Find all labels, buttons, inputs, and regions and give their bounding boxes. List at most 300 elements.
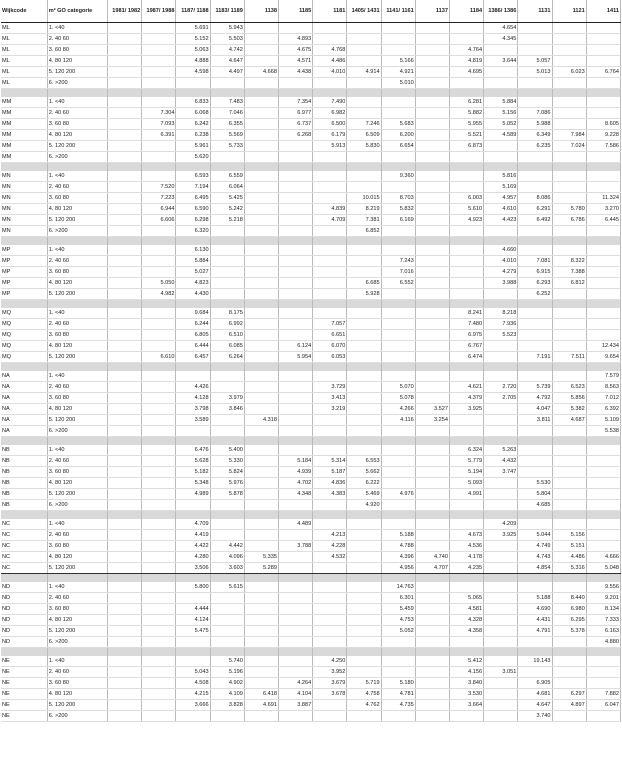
separator-cell <box>415 300 449 309</box>
separator-cell <box>279 237 313 246</box>
value-cell: 6.324 <box>449 445 483 456</box>
table-row <box>1 278 621 289</box>
table-row <box>1 552 621 563</box>
value-cell: 6.786 <box>552 215 586 226</box>
separator-cell <box>47 89 107 98</box>
value-cell <box>347 426 381 437</box>
categorie-cell: 3. 60 80 <box>47 193 107 204</box>
value-cell <box>142 426 176 437</box>
table-row <box>1 267 621 278</box>
value-cell: 4.215 <box>176 689 210 700</box>
separator-cell <box>244 437 278 446</box>
separator-cell <box>381 511 415 520</box>
value-cell <box>279 267 313 278</box>
value-cell <box>108 308 142 319</box>
separator-cell <box>518 237 552 246</box>
value-cell: 6.685 <box>347 278 381 289</box>
value-cell <box>313 563 347 574</box>
wijkcode-cell: NE <box>1 667 47 678</box>
separator-cell <box>1 237 47 246</box>
value-cell: 4.104 <box>279 689 313 700</box>
separator-cell <box>415 648 449 657</box>
value-cell <box>108 319 142 330</box>
value-cell <box>552 34 586 45</box>
categorie-cell: 6. >200 <box>47 711 107 722</box>
value-cell <box>415 308 449 319</box>
value-cell <box>449 519 483 530</box>
value-cell: 5.063 <box>176 45 210 56</box>
categorie-cell: 1. <40 <box>47 519 107 530</box>
value-cell <box>142 393 176 404</box>
categorie-cell: 6. >200 <box>47 226 107 237</box>
value-cell <box>210 626 244 637</box>
value-cell: 5.425 <box>210 193 244 204</box>
separator-cell <box>415 163 449 172</box>
separator-cell <box>142 511 176 520</box>
value-cell <box>279 563 313 574</box>
value-cell <box>347 308 381 319</box>
wijkcode-cell: MQ <box>1 308 47 319</box>
value-cell: 4.438 <box>279 67 313 78</box>
wijkcode-cell: NA <box>1 404 47 415</box>
value-cell: 5.078 <box>381 393 415 404</box>
separator-cell <box>142 89 176 98</box>
table-row <box>1 519 621 530</box>
separator-cell <box>518 437 552 446</box>
table-row <box>1 171 621 182</box>
value-cell <box>108 519 142 530</box>
value-cell: 4.854 <box>518 563 552 574</box>
separator-cell <box>313 648 347 657</box>
categorie-cell: 4. 80 120 <box>47 278 107 289</box>
value-cell <box>279 445 313 456</box>
value-cell <box>210 615 244 626</box>
separator-cell <box>347 648 381 657</box>
value-cell <box>313 152 347 163</box>
value-cell: 6.053 <box>313 352 347 363</box>
wijkcode-cell: MN <box>1 226 47 237</box>
value-cell: 4.893 <box>279 34 313 45</box>
value-cell <box>108 445 142 456</box>
table-body <box>1 23 621 722</box>
value-cell <box>415 582 449 593</box>
value-cell <box>108 689 142 700</box>
value-cell: 3.840 <box>449 678 483 689</box>
value-cell: 3.219 <box>313 404 347 415</box>
value-cell: 6.975 <box>449 330 483 341</box>
value-cell <box>142 382 176 393</box>
value-cell <box>244 308 278 319</box>
value-cell <box>279 215 313 226</box>
categorie-cell: 1. <40 <box>47 97 107 108</box>
value-cell <box>313 700 347 711</box>
wijkcode-cell: ND <box>1 637 47 648</box>
value-cell: 5.538 <box>586 426 620 437</box>
value-cell <box>108 711 142 722</box>
value-cell: 7.388 <box>552 267 586 278</box>
value-cell <box>176 711 210 722</box>
value-cell: 6.492 <box>518 215 552 226</box>
separator-cell <box>313 300 347 309</box>
value-cell: 3.664 <box>449 700 483 711</box>
value-cell <box>552 678 586 689</box>
separator-cell <box>1 648 47 657</box>
value-cell <box>586 489 620 500</box>
group-separator <box>1 574 621 583</box>
wijkcode-cell: MQ <box>1 319 47 330</box>
value-cell <box>279 308 313 319</box>
value-cell <box>279 193 313 204</box>
value-cell: 8.086 <box>518 193 552 204</box>
table-row <box>1 182 621 193</box>
categorie-cell: 3. 60 80 <box>47 119 107 130</box>
value-cell <box>313 245 347 256</box>
value-cell: 4.280 <box>176 552 210 563</box>
value-cell: 6.264 <box>210 352 244 363</box>
value-cell <box>142 552 176 563</box>
wijkcode-cell: NC <box>1 541 47 552</box>
value-cell: 3.811 <box>518 415 552 426</box>
value-cell: 3.887 <box>279 700 313 711</box>
wijkcode-cell: MP <box>1 256 47 267</box>
value-cell: 3.679 <box>313 678 347 689</box>
value-cell <box>108 678 142 689</box>
value-cell <box>381 519 415 530</box>
value-cell <box>484 78 518 89</box>
value-cell <box>484 45 518 56</box>
value-cell: 6.495 <box>176 193 210 204</box>
value-cell <box>108 45 142 56</box>
value-cell <box>586 330 620 341</box>
value-cell: 3.729 <box>313 382 347 393</box>
value-cell <box>244 182 278 193</box>
value-cell: 6.281 <box>449 97 483 108</box>
wijkcode-cell: MM <box>1 119 47 130</box>
value-cell <box>415 278 449 289</box>
separator-cell <box>210 363 244 372</box>
value-cell: 2.720 <box>484 382 518 393</box>
value-cell: 5.884 <box>484 97 518 108</box>
value-cell <box>552 193 586 204</box>
value-cell: 4.423 <box>484 215 518 226</box>
wijkcode-cell: NA <box>1 382 47 393</box>
value-cell: 5.469 <box>347 489 381 500</box>
value-cell <box>347 319 381 330</box>
separator-cell <box>518 648 552 657</box>
value-cell: 5.400 <box>210 445 244 456</box>
separator-cell <box>484 163 518 172</box>
value-cell <box>449 23 483 34</box>
value-cell <box>518 23 552 34</box>
value-cell <box>381 656 415 667</box>
value-cell <box>279 637 313 648</box>
separator-cell <box>586 574 620 583</box>
value-cell: 6.293 <box>518 278 552 289</box>
value-cell <box>176 500 210 511</box>
separator-cell <box>484 437 518 446</box>
value-cell <box>244 319 278 330</box>
value-cell <box>415 371 449 382</box>
value-cell <box>449 426 483 437</box>
separator-cell <box>381 237 415 246</box>
value-cell <box>415 256 449 267</box>
value-cell <box>279 256 313 267</box>
value-cell: 5.289 <box>244 563 278 574</box>
value-cell: 4.228 <box>313 541 347 552</box>
value-cell <box>484 593 518 604</box>
value-cell: 4.707 <box>415 563 449 574</box>
wijkcode-cell: MP <box>1 289 47 300</box>
wijkcode-cell: NB <box>1 478 47 489</box>
wijkcode-cell: ML <box>1 34 47 45</box>
value-cell: 6.003 <box>449 193 483 204</box>
wijkcode-cell: MP <box>1 267 47 278</box>
value-cell <box>108 56 142 67</box>
value-cell: 6.179 <box>313 130 347 141</box>
value-cell: 6.833 <box>176 97 210 108</box>
value-cell <box>244 593 278 604</box>
categorie-cell: 2. 40 60 <box>47 593 107 604</box>
value-cell <box>244 193 278 204</box>
separator-cell <box>552 89 586 98</box>
column-header: 1185 <box>279 0 313 23</box>
value-cell <box>347 341 381 352</box>
value-cell <box>347 604 381 615</box>
value-cell <box>142 489 176 500</box>
value-cell: 4.010 <box>313 67 347 78</box>
wijkcode-cell: NE <box>1 711 47 722</box>
table-row <box>1 700 621 711</box>
categorie-cell: 5. 120 200 <box>47 700 107 711</box>
value-cell: 4.819 <box>449 56 483 67</box>
value-cell: 4.266 <box>381 404 415 415</box>
value-cell <box>586 319 620 330</box>
categorie-cell: 6. >200 <box>47 500 107 511</box>
value-cell: 5.027 <box>176 267 210 278</box>
value-cell <box>415 23 449 34</box>
value-cell: 6.391 <box>142 130 176 141</box>
value-cell <box>279 530 313 541</box>
value-cell: 6.737 <box>279 119 313 130</box>
value-cell <box>142 341 176 352</box>
value-cell: 8.218 <box>484 308 518 319</box>
value-cell <box>142 152 176 163</box>
value-cell <box>586 171 620 182</box>
separator-cell <box>313 437 347 446</box>
value-cell: 3.988 <box>484 278 518 289</box>
column-header: 1141/ 1161 <box>381 0 415 23</box>
separator-cell <box>210 237 244 246</box>
value-cell <box>518 34 552 45</box>
value-cell <box>518 152 552 163</box>
separator-cell <box>108 437 142 446</box>
value-cell <box>552 23 586 34</box>
value-cell <box>210 267 244 278</box>
value-cell <box>347 97 381 108</box>
value-cell <box>552 171 586 182</box>
value-cell <box>108 626 142 637</box>
value-cell <box>518 582 552 593</box>
categorie-cell: 3. 60 80 <box>47 330 107 341</box>
value-cell <box>108 456 142 467</box>
wijkcode-cell: NC <box>1 530 47 541</box>
value-cell <box>244 711 278 722</box>
value-cell <box>415 637 449 648</box>
column-header: 1121 <box>552 0 586 23</box>
value-cell: 6.200 <box>381 130 415 141</box>
value-cell <box>108 245 142 256</box>
value-cell <box>586 182 620 193</box>
value-cell <box>210 530 244 541</box>
separator-cell <box>449 300 483 309</box>
value-cell <box>415 445 449 456</box>
value-cell <box>586 445 620 456</box>
value-cell <box>484 371 518 382</box>
value-cell: 5.475 <box>176 626 210 637</box>
value-cell: 5.065 <box>449 593 483 604</box>
value-cell: 5.739 <box>518 382 552 393</box>
value-cell: 6.418 <box>244 689 278 700</box>
value-cell: 5.152 <box>176 34 210 45</box>
value-cell <box>586 78 620 89</box>
value-cell <box>142 626 176 637</box>
table-row <box>1 245 621 256</box>
value-cell <box>415 193 449 204</box>
value-cell: 5.052 <box>381 626 415 637</box>
separator-cell <box>415 237 449 246</box>
value-cell: 4.508 <box>176 678 210 689</box>
table-row <box>1 204 621 215</box>
wijkcode-cell: NB <box>1 456 47 467</box>
value-cell <box>210 637 244 648</box>
value-cell: 4.914 <box>347 67 381 78</box>
value-cell <box>279 404 313 415</box>
value-cell <box>210 278 244 289</box>
value-cell <box>415 352 449 363</box>
value-cell: 8.703 <box>381 193 415 204</box>
separator-cell <box>586 300 620 309</box>
value-cell <box>518 319 552 330</box>
value-cell <box>244 278 278 289</box>
value-cell <box>552 78 586 89</box>
separator-cell <box>484 237 518 246</box>
value-cell <box>552 456 586 467</box>
table-row <box>1 23 621 34</box>
value-cell <box>552 711 586 722</box>
categorie-cell: 4. 80 120 <box>47 56 107 67</box>
wijkcode-cell: MQ <box>1 341 47 352</box>
value-cell <box>313 256 347 267</box>
separator-cell <box>47 300 107 309</box>
value-cell: 3.979 <box>210 393 244 404</box>
value-cell <box>279 319 313 330</box>
value-cell: 6.552 <box>381 278 415 289</box>
value-cell: 4.740 <box>415 552 449 563</box>
value-cell: 4.383 <box>313 489 347 500</box>
separator-cell <box>210 163 244 172</box>
value-cell <box>586 308 620 319</box>
column-header: 1405/ 1431 <box>347 0 381 23</box>
value-cell <box>142 267 176 278</box>
value-cell <box>279 667 313 678</box>
value-cell <box>518 467 552 478</box>
value-cell <box>415 500 449 511</box>
separator-cell <box>518 511 552 520</box>
value-cell <box>142 404 176 415</box>
value-cell <box>210 415 244 426</box>
value-cell <box>108 141 142 152</box>
categorie-cell: 4. 80 120 <box>47 404 107 415</box>
value-cell: 6.163 <box>586 626 620 637</box>
value-cell: 3.788 <box>279 541 313 552</box>
value-cell: 4.621 <box>449 382 483 393</box>
value-cell <box>142 78 176 89</box>
value-cell: 4.647 <box>518 700 552 711</box>
value-cell: 3.530 <box>449 689 483 700</box>
value-cell <box>210 78 244 89</box>
value-cell: 4.902 <box>210 678 244 689</box>
value-cell: 4.685 <box>518 500 552 511</box>
value-cell <box>415 204 449 215</box>
value-cell <box>279 393 313 404</box>
value-cell: 4.675 <box>279 45 313 56</box>
value-cell: 6.767 <box>449 341 483 352</box>
value-cell <box>313 500 347 511</box>
separator-cell <box>552 363 586 372</box>
wijkcode-cell: ML <box>1 78 47 89</box>
value-cell <box>244 656 278 667</box>
table-row <box>1 489 621 500</box>
separator-cell <box>586 511 620 520</box>
value-cell: 4.792 <box>518 393 552 404</box>
value-cell <box>415 289 449 300</box>
value-cell <box>484 678 518 689</box>
value-cell <box>415 319 449 330</box>
group-separator <box>1 300 621 309</box>
value-cell <box>244 245 278 256</box>
value-cell: 6.812 <box>552 278 586 289</box>
separator-cell <box>244 648 278 657</box>
value-cell <box>210 289 244 300</box>
value-cell: 4.610 <box>484 204 518 215</box>
value-cell <box>381 152 415 163</box>
value-cell: 5.804 <box>518 489 552 500</box>
value-cell <box>586 245 620 256</box>
value-cell <box>279 78 313 89</box>
value-cell <box>552 445 586 456</box>
value-cell <box>108 215 142 226</box>
separator-cell <box>449 89 483 98</box>
value-cell <box>449 637 483 648</box>
separator-cell <box>142 300 176 309</box>
value-cell <box>449 500 483 511</box>
value-cell: 7.304 <box>142 108 176 119</box>
table-row <box>1 445 621 456</box>
value-cell <box>484 289 518 300</box>
value-cell: 5.780 <box>552 204 586 215</box>
value-cell <box>449 289 483 300</box>
value-cell: 4.880 <box>586 637 620 648</box>
value-cell: 4.589 <box>484 130 518 141</box>
value-cell <box>279 152 313 163</box>
value-cell: 6.651 <box>313 330 347 341</box>
value-cell <box>484 615 518 626</box>
wijkcode-cell: MM <box>1 97 47 108</box>
separator-cell <box>210 648 244 657</box>
separator-cell <box>313 237 347 246</box>
value-cell <box>415 678 449 689</box>
value-cell: 5.882 <box>449 108 483 119</box>
